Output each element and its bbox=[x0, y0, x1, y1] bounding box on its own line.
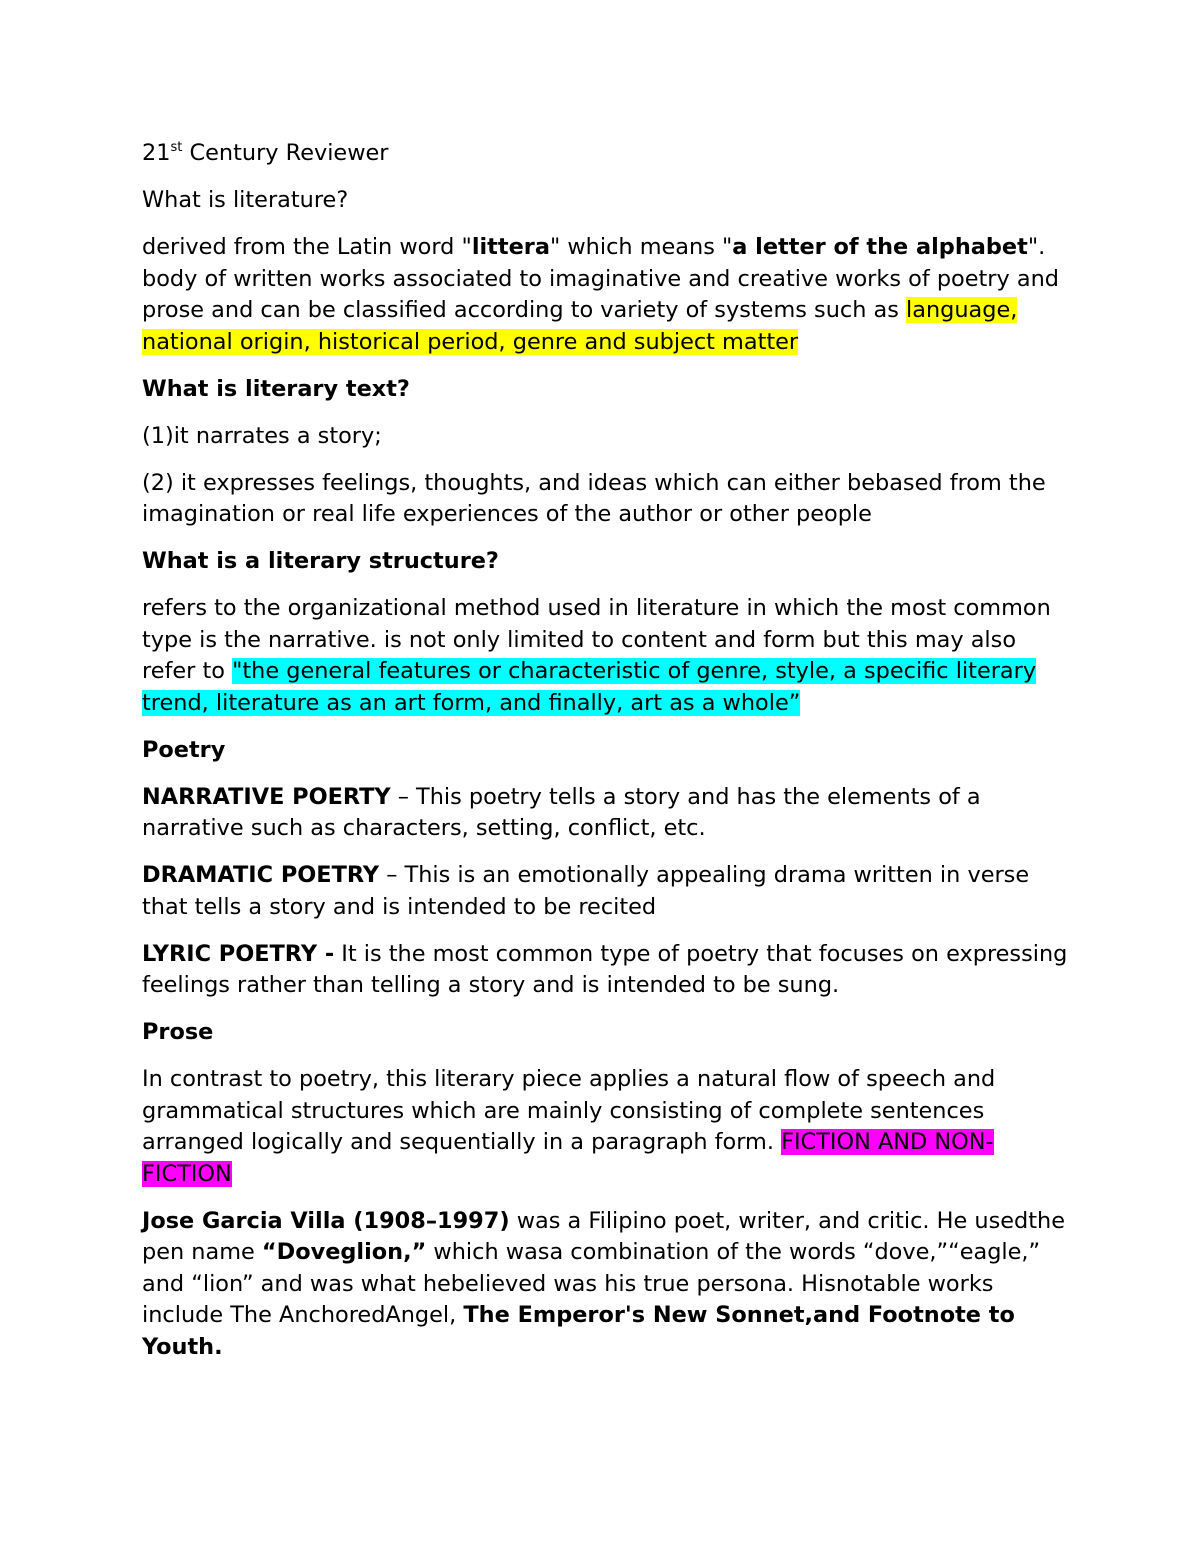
definition-text: " which means " bbox=[549, 234, 733, 260]
pen-name: “Doveglion,” bbox=[261, 1239, 427, 1265]
yellow-highlight: language, national origin, historical period, genre and subject matter bbox=[142, 297, 1018, 355]
literary-text-item-2: (2) it expresses feelings, thoughts, and ideas which can either bebased from the imagination or real life experiences of the author or other people bbox=[142, 469, 1046, 527]
heading-text: Poetry bbox=[142, 736, 226, 763]
title-suffix: Century Reviewer bbox=[182, 140, 389, 166]
prose-heading bbox=[142, 1017, 1072, 1049]
definition-text: ". body of written works associated to imaginative and creative works of poetry and prose and can be classified according to variety of systems such as bbox=[142, 234, 1059, 323]
definition-text: In contrast to poetry, this literary piece applies a natural flow of speech and grammatical structures which are mainly consisting of complete sentences arranged logically and sequentially in a paragraph form. bbox=[142, 1066, 996, 1155]
term: NARRATIVE POERTY bbox=[142, 783, 391, 810]
literary-structure-heading bbox=[142, 546, 1072, 578]
magenta-highlight: FICTION AND NON-FICTION bbox=[142, 1129, 994, 1187]
literature-question: What is literature? bbox=[142, 187, 349, 213]
lyric-poetry-entry bbox=[142, 939, 1072, 1002]
definition-text: refers to the organizational method used in literature in which the most common type is the narrative. is not only limited to content and form but this may also refer to bbox=[142, 595, 1051, 684]
prose-definition bbox=[142, 1064, 1072, 1190]
notable-works: The Emperor's New Sonnet,and Footnote to Youth. bbox=[142, 1302, 1015, 1360]
latin-meaning: a letter of the alphabet bbox=[732, 234, 1028, 260]
term-definition: – This is an emotionally appealing drama written in verse that tells a story and is intended to be recited bbox=[142, 862, 1030, 920]
author-name: Jose Garcia Villa (1908–1997) bbox=[142, 1207, 510, 1234]
heading-text: What is a literary structure? bbox=[142, 548, 499, 574]
document-body bbox=[142, 138, 1072, 1379]
dramatic-poetry-entry bbox=[142, 860, 1072, 923]
cyan-highlight: "the general features or characteristic of genre, style, a specific literary trend, literature as an art form, and finally, art as a whole” bbox=[142, 658, 1037, 716]
term-definition: It is the most common type of poetry that focuses on expressing feelings rather than telling a story and is intended to be sung. bbox=[142, 940, 1068, 998]
document-title bbox=[142, 138, 1072, 170]
term: LYRIC POETRY - bbox=[142, 940, 335, 967]
title-superscript: st bbox=[170, 139, 183, 155]
heading-text: What is literary text? bbox=[142, 375, 410, 402]
term-definition: – This poetry tells a story and has the elements of a narrative such as characters, setting, conflict, etc. bbox=[142, 783, 981, 841]
body-text: which wasa combination of the words “dove,”“eagle,” and “lion” and was what hebelieved was his true persona. Hisnotable works include The AnchoredAngel, bbox=[142, 1239, 1041, 1328]
narrative-poetry-entry bbox=[142, 782, 1072, 845]
villa-paragraph bbox=[142, 1206, 1072, 1364]
literary-structure-definition bbox=[142, 593, 1072, 719]
heading-text: Prose bbox=[142, 1019, 214, 1045]
body-text: was a Filipino poet, writer, and critic. He usedthe pen name bbox=[142, 1207, 1065, 1265]
title-prefix: 21 bbox=[142, 140, 171, 166]
literature-definition bbox=[142, 232, 1072, 358]
term: DRAMATIC POETRY bbox=[142, 862, 380, 888]
poetry-heading bbox=[142, 735, 1072, 767]
literary-text-heading bbox=[142, 374, 1072, 406]
latin-word: littera bbox=[471, 234, 550, 260]
definition-text: derived from the Latin word " bbox=[142, 234, 472, 260]
literary-text-item-1: (1)it narrates a story; bbox=[142, 422, 382, 449]
